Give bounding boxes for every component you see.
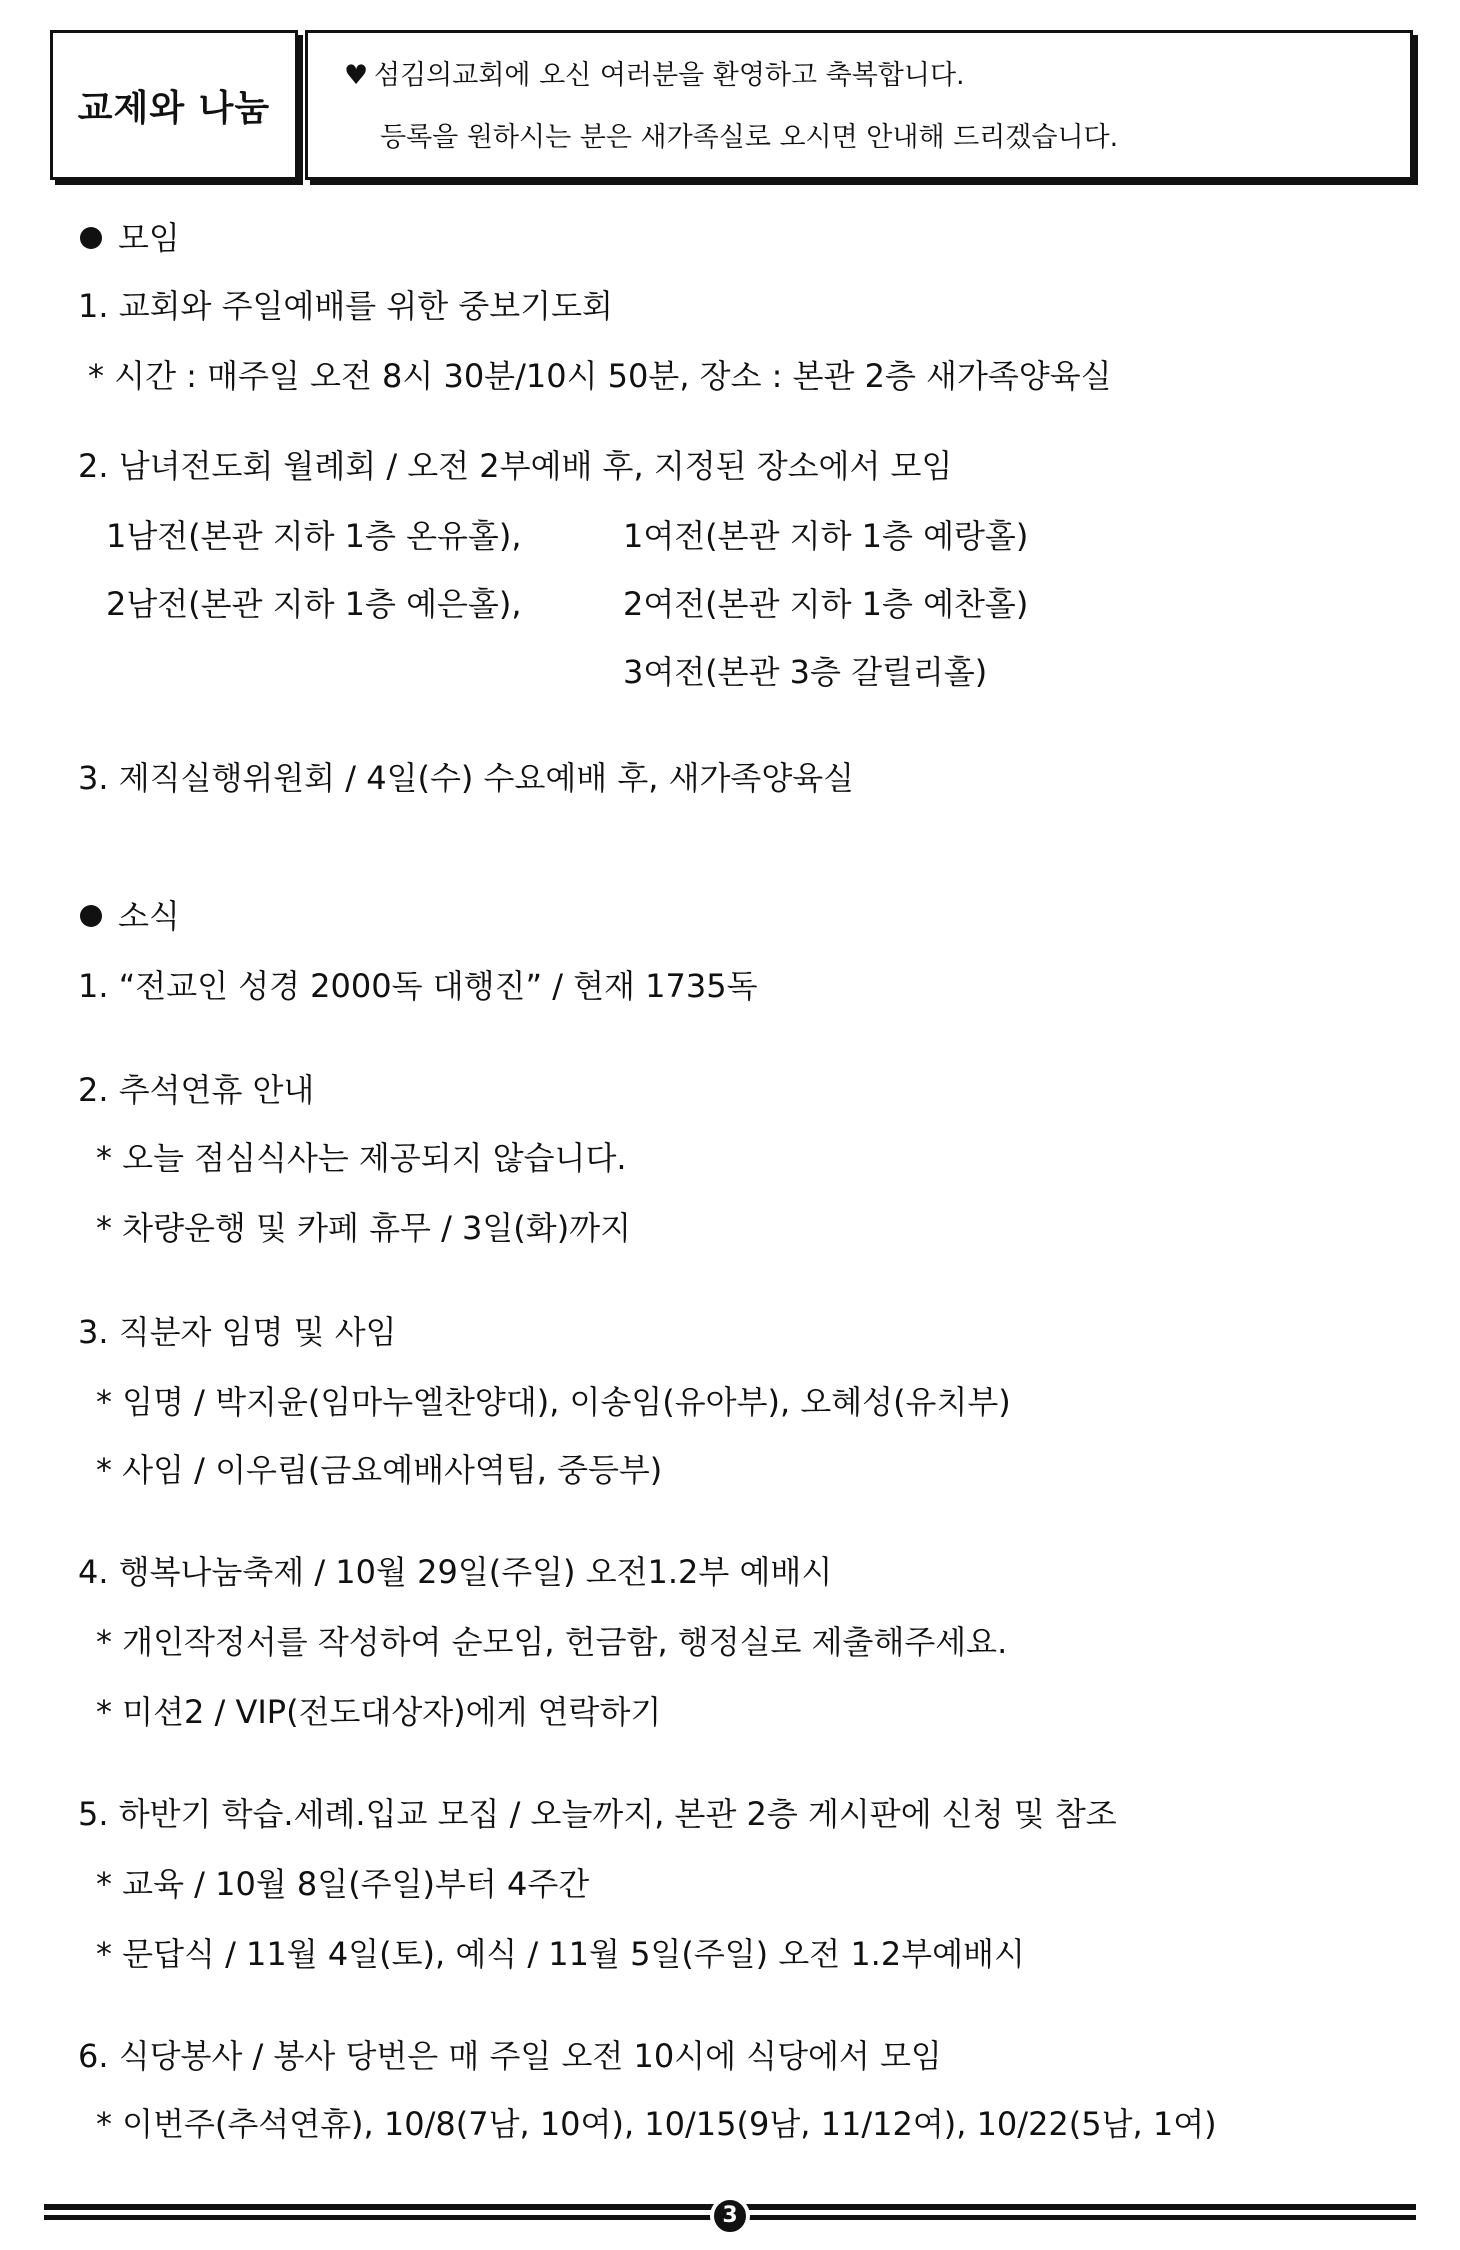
news-item-5-detail-a: * 교육 / 10월 8일(주일)부터 4주간	[96, 1865, 590, 1903]
news-item-5: 5. 하반기 학습.세례.입교 모집 / 오늘까지, 본관 2층 게시판에 신청 및 참조	[78, 1795, 1117, 1833]
section-title: 교제와 나눔	[77, 87, 271, 129]
women-group-1: 1여전(본관 지하 1층 예랑홀)	[623, 517, 1029, 555]
men-group-2: 2남전(본관 지하 1층 예은홀),	[106, 585, 522, 623]
news-item-4: 4. 행복나눔축제 / 10월 29일(주일) 오전1.2부 예배시	[78, 1553, 833, 1591]
welcome-box	[305, 30, 1413, 180]
bullet-icon	[80, 227, 102, 249]
meeting-item-1-detail: * 시간 : 매주일 오전 8시 30분/10시 50분, 장소 : 본관 2층 새가족양육실	[88, 357, 1112, 395]
news-item-4-detail-a: * 개인작정서를 작성하여 순모임, 헌금함, 행정실로 제출해주세요.	[96, 1623, 1008, 1661]
news-item-1: 1. “전교인 성경 2000독 대행진” / 현재 1735독	[78, 967, 758, 1005]
welcome-line-1: ♥ 섬김의교회에 오신 여러분을 환영하고 축복합니다.	[344, 60, 965, 91]
news-item-2-detail-b: * 차량운행 및 카페 휴무 / 3일(화)까지	[96, 1209, 631, 1247]
page-footer	[44, 2198, 1416, 2228]
heart-icon: ♥	[344, 60, 369, 91]
news-item-6: 6. 식당봉사 / 봉사 당번은 매 주일 오전 10시에 식당에서 모임	[78, 2037, 942, 2075]
news-item-6-detail-a: * 이번주(추석연휴), 10/8(7남, 10여), 10/15(9남, 11/12여), 10/22(5남, 1여)	[96, 2105, 1217, 2143]
page-number: 3	[710, 2196, 750, 2236]
meeting-item-3: 3. 제직실행위원회 / 4일(수) 수요예배 후, 새가족양육실	[78, 759, 855, 797]
news-item-4-detail-b: * 미션2 / VIP(전도대상자)에게 연락하기	[96, 1693, 662, 1731]
news-heading: 소식	[70, 896, 180, 936]
news-item-2-detail-a: * 오늘 점심식사는 제공되지 않습니다.	[96, 1139, 627, 1177]
news-item-2: 2. 추석연휴 안내	[78, 1071, 315, 1109]
news-item-3-detail-a: * 임명 / 박지윤(임마누엘찬양대), 이송임(유아부), 오혜성(유치부)	[96, 1383, 1011, 1421]
section-title-box	[50, 30, 298, 180]
news-item-3-detail-b: * 사임 / 이우림(금요예배사역팀, 중등부)	[96, 1451, 663, 1489]
news-item-3: 3. 직분자 임명 및 사임	[78, 1313, 397, 1351]
meeting-item-1: 1. 교회와 주일예배를 위한 중보기도회	[78, 287, 613, 325]
meeting-item-2: 2. 남녀전도회 월례회 / 오전 2부예배 후, 지정된 장소에서 모임	[78, 447, 953, 485]
women-group-3: 3여전(본관 3층 갈릴리홀)	[623, 653, 988, 691]
men-group-1: 1남전(본관 지하 1층 온유홀),	[106, 517, 522, 555]
women-group-2: 2여전(본관 지하 1층 예찬홀)	[623, 585, 1029, 623]
bullet-icon	[80, 905, 102, 927]
welcome-line-2: 등록을 원하시는 분은 새가족실로 오시면 안내해 드리겠습니다.	[380, 122, 1119, 153]
news-item-5-detail-b: * 문답식 / 11월 4일(토), 예식 / 11월 5일(주일) 오전 1.2부예배시	[96, 1935, 1025, 1973]
meeting-heading: 모임	[70, 218, 180, 258]
